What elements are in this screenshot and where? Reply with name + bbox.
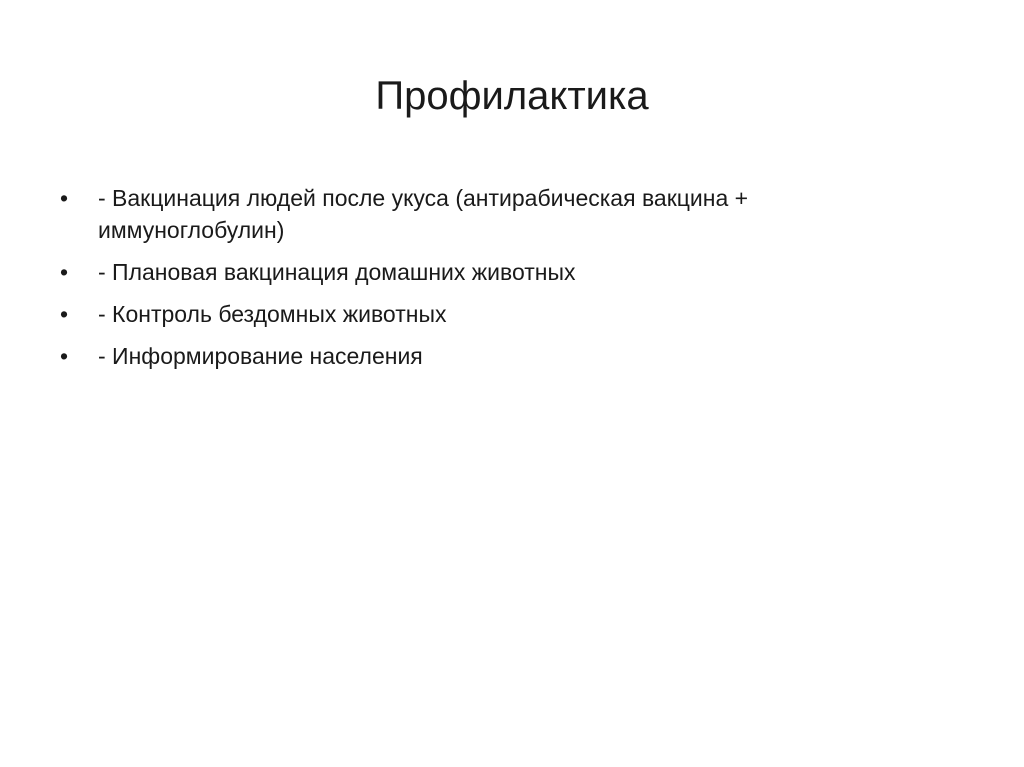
list-item	[60, 182, 860, 246]
bullet-dot-icon: •	[60, 259, 69, 285]
list-item	[60, 256, 860, 288]
slide-title: Профилактика	[375, 74, 649, 118]
list-item	[60, 298, 860, 330]
list-item-text: - Информирование населения	[98, 343, 423, 369]
list-item-text: - Вакцинация людей после укуса (антирабическая вакцина + иммуноглобулин)	[98, 185, 749, 243]
list-item	[60, 340, 860, 372]
bullet-dot-icon: •	[60, 185, 69, 211]
list-item-text: - Контроль бездомных животных	[98, 301, 447, 327]
list-item-text: - Плановая вакцинация домашних животных	[98, 259, 576, 285]
bullet-dot-icon: •	[60, 343, 69, 369]
bullet-list	[60, 182, 860, 382]
bullet-dot-icon: •	[60, 301, 69, 327]
